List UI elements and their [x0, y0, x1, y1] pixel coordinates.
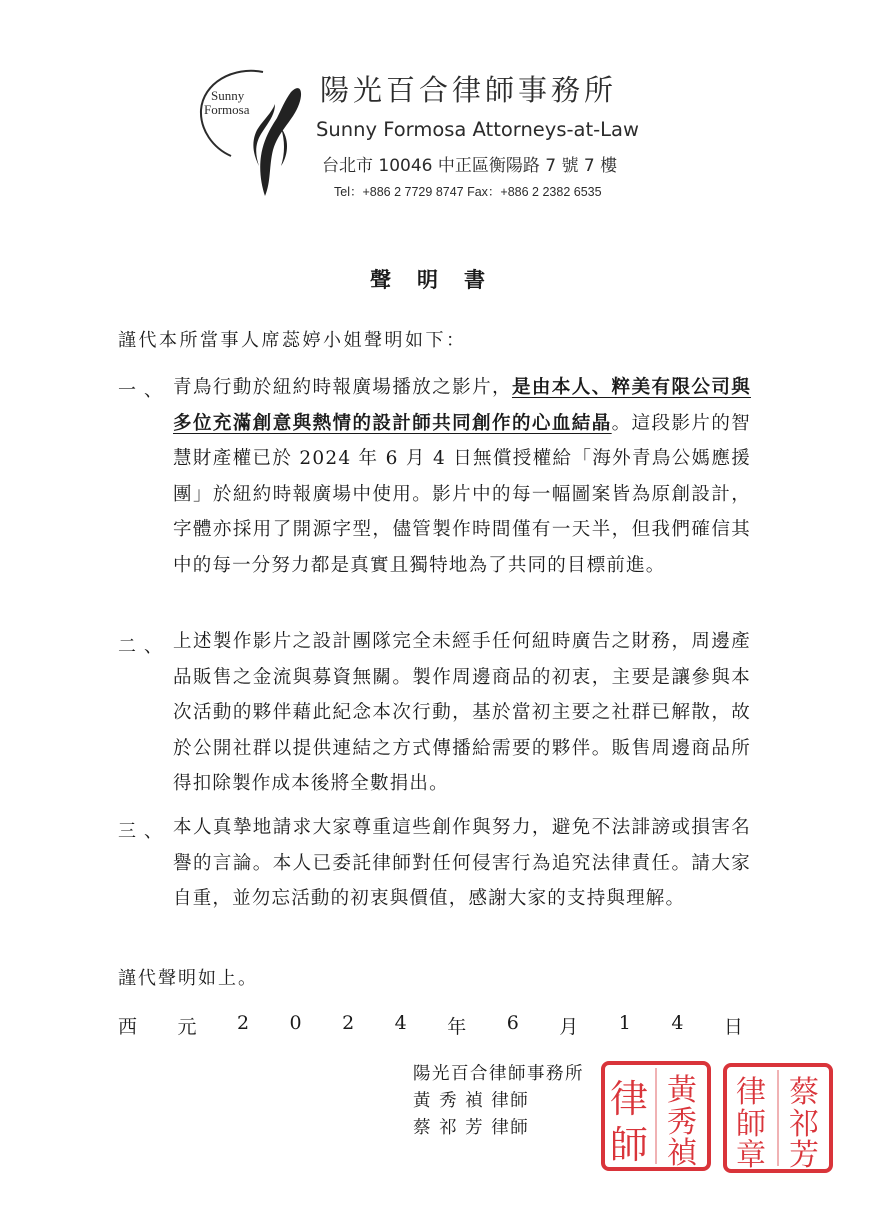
signature-lawyer-1: 黃 秀 禎 律師 [413, 1091, 530, 1111]
seal-1-char: 黃 [667, 1073, 697, 1108]
date-year-digit: 2 [342, 1012, 355, 1034]
signature-firm: 陽光百合律師事務所 [413, 1064, 584, 1084]
item-1-emphasis: 是由本人、粹美有限公司與多位充滿創意與熱情的設計師共同創作的心血結晶 [173, 377, 751, 434]
seal-2-char: 律 [736, 1075, 766, 1110]
date-era-2: 元 [177, 1016, 197, 1038]
seal-2-char: 蔡 [789, 1075, 819, 1110]
item-1-text-pre: 青鳥行動於紐約時報廣場播放之影片， [173, 377, 512, 398]
seal-2-char: 章 [736, 1138, 766, 1173]
item-2-text: 上述製作影片之設計團隊完全未經手任何紐時廣告之財務，周邊產品販售之金流與募資無關。製作周邊商品的初衷，主要是讓參與本次活動的夥伴藉此紀念本次行動，基於當初主要之社群已解散，故於公開社群以提供連結之方式傳播給需要的夥伴。販售周邊商品所得扣除製作成本後將全數捐出。 [173, 631, 751, 794]
seal-stamp-icon [600, 1060, 712, 1172]
firm-logo [193, 58, 313, 200]
date-year-digit: 0 [289, 1012, 302, 1034]
seal-1-char: 秀 [667, 1105, 697, 1140]
seal-1-char: 律 [609, 1077, 649, 1121]
seal-lawyer-1 [600, 1060, 712, 1172]
date-day-unit: 日 [723, 1016, 743, 1038]
seal-1-char: 禎 [667, 1136, 697, 1171]
item-1-text-post: 。這段影片的智慧財產權已於 2024 年 6 月 4 日無償授權給「海外青鳥公媽應援團」於紐約時報廣場中使用。影片中的每一幅圖案皆為原創設計，字體亦採用了開源字型，儘管製作時間僅有一天半，但我們確信其中的每一分努力都是真實且獨特地為了共同的目標前進。 [173, 412, 751, 576]
seal-2-char: 芳 [789, 1138, 819, 1173]
closing-line: 謹代聲明如上。 [118, 968, 258, 989]
logo-text-line1: Sunny [211, 88, 245, 103]
seal-1-char: 師 [609, 1123, 649, 1167]
item-text-2 [173, 624, 751, 802]
item-text-3 [173, 810, 751, 917]
firm-tel-fax: Tel：+886 2 7729 8747 Fax：+886 2 2382 6535 [334, 185, 602, 199]
date-line [118, 1012, 743, 1039]
date-year-digit: 2 [236, 1012, 250, 1034]
intro-line: 謹代本所當事人席蕊婷小姐聲明如下： [118, 330, 467, 351]
sunny-formosa-logo-icon [193, 58, 313, 200]
date-era-1: 西 [118, 1016, 138, 1038]
date-month: 6 [506, 1012, 519, 1034]
date-year-unit: 年 [447, 1016, 467, 1038]
date-year-digit: 4 [394, 1012, 407, 1034]
seal-2-char: 祁 [789, 1107, 819, 1142]
item-number-1: 一、 [118, 380, 170, 401]
item-number-2: 二、 [118, 636, 170, 657]
logo-text-line2: Formosa [204, 102, 250, 117]
seal-stamp-icon [722, 1062, 834, 1174]
item-number-3: 三、 [118, 821, 170, 842]
seal-lawyer-2 [722, 1062, 834, 1174]
document-title: 聲明書 [370, 267, 511, 292]
firm-name-en: Sunny Formosa Attorneys-at-Law [316, 118, 639, 141]
date-month-unit: 月 [559, 1016, 579, 1038]
signature-lawyer-2: 蔡 祁 芳 律師 [413, 1118, 530, 1138]
seal-2-char: 師 [736, 1107, 766, 1142]
item-text-1 [173, 370, 751, 583]
firm-address: 台北市 10046 中正區衡陽路 7 號 7 樓 [322, 156, 618, 176]
firm-name-cn: 陽光百合律師事務所 [320, 73, 618, 107]
date-day-digit: 1 [618, 1012, 631, 1034]
item-3-text: 本人真摯地請求大家尊重這些創作與努力，避免不法誹謗或損害名譽的言論。本人已委託律師對任何侵害行為追究法律責任。請大家自重，並勿忘活動的初衷與價值，感謝大家的支持與理解。 [173, 817, 751, 909]
date-day-digit: 4 [671, 1012, 684, 1034]
